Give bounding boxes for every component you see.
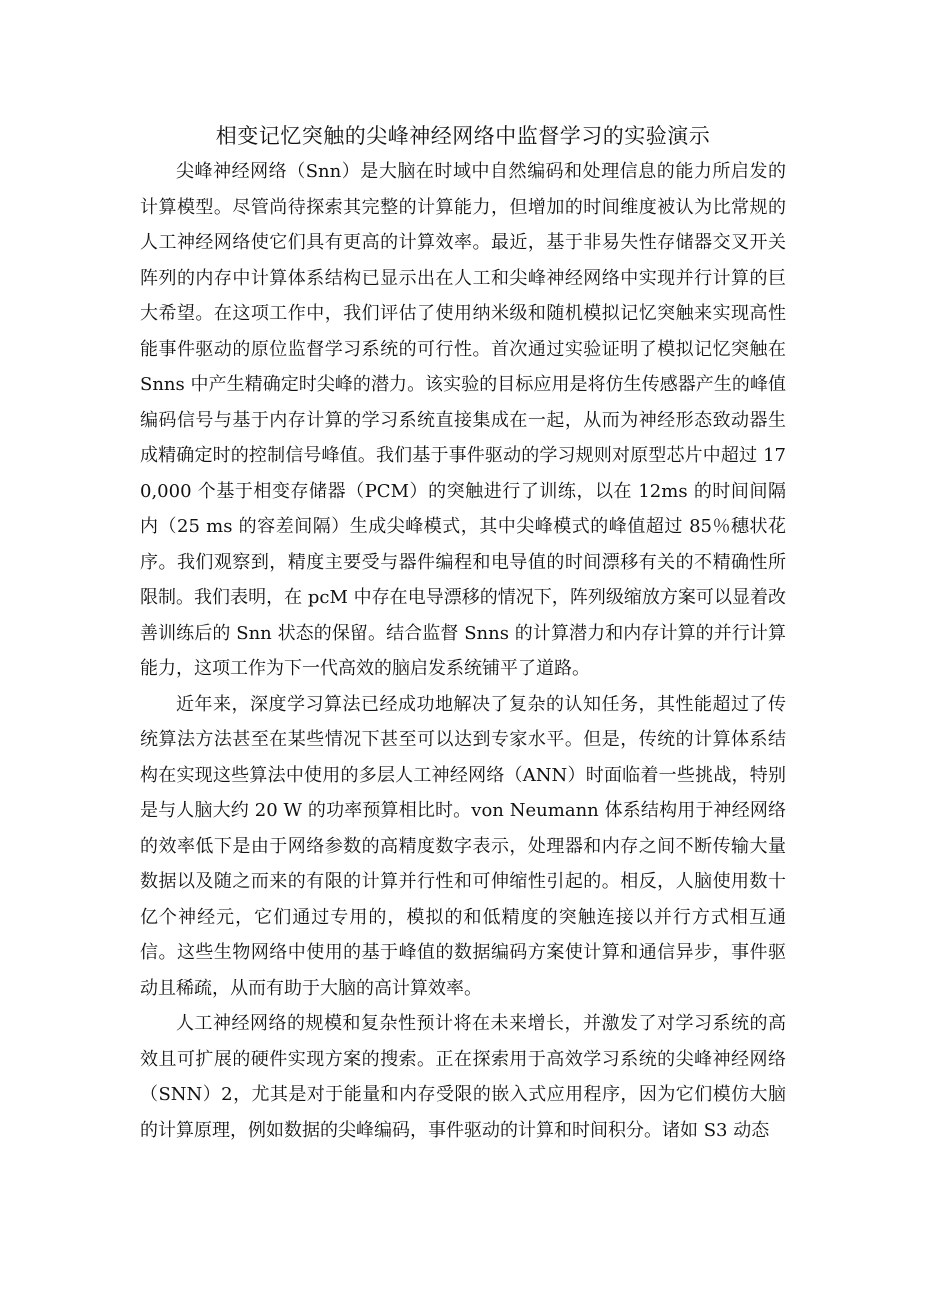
document-title: 相变记忆突触的尖峰神经网络中监督学习的实验演示: [215, 124, 711, 148]
paragraph-abstract: 尖峰神经网络（Snn）是大脑在时域中自然编码和处理信息的能力所启发的计算模型。尽管尚待探索其完整的计算能力，但增加的时间维度被认为比常规的人工神经网络使它们具有更高的计算效率。最近，基于非易失性存储器交叉开关阵列的内存中计算体系结构已显示出在人工和尖峰神经网络中实现并行计算的巨大希望。在这项工作中，我们评估了使用纳米级和随机模拟记忆突触来实现高性能事件驱动的原位监督学习系统的可行性。首次通过实验证明了模拟记忆突触在 Snns 中产生精确定时尖峰的潜力。该实验的目标应用是将仿生传感器产生的峰值编码信号与基于内存计算的学习系统直接集成在一起，从而为神经形态致动器生成精确定时的控制信号峰值。我们基于事件驱动的学习规则对原型芯片中超过 170,000 个基于相变存储器（PCM）的突触进行了训练，以在 12ms 的时间间隔内（25 ms 的容差间隔）生成尖峰模式，其中尖峰模式的峰值超过 85％穗状花序。我们观察到，精度主要受与器件编程和电导值的时间漂移有关的不精确性所限制。我们表明，在 pcM 中存在电导漂移的情况下，阵列级缩放方案可以显着改善训练后的 Snn 状态的保留。结合监督 Snns 的计算潜力和内存计算的并行计算能力，这项工作为下一代高效的脑启发系统铺平了道路。: [140, 161, 786, 679]
paragraph-snn-hardware: 人工神经网络的规模和复杂性预计将在未来增长，并激发了对学习系统的高效且可扩展的硬件实现方案的搜索。正在探索用于高效学习系统的尖峰神经网络（SNN）2，尤其是对于能量和内存受限的嵌入式应用程序，因为它们模仿大脑的计算原理，例如数据的尖峰编码，事件驱动的计算和时间积分。诸如 S3 动态: [140, 1013, 786, 1141]
paragraph-introduction: 近年来，深度学习算法已经成功地解决了复杂的认知任务，其性能超过了传统算法方法甚至在某些情况下甚至可以达到专家水平。但是，传统的计算体系结构在实现这些算法中使用的多层人工神经网络（ANN）时面临着一些挑战，特别是与人脑大约 20 W 的功率预算相比时。von Neumann 体系结构用于神经网络的效率低下是由于网络参数的高精度数字表示，处理器和内存之间不断传输大量数据以及随之而来的有限的计算并行性和可伸缩性引起的。相反，人脑使用数十亿个神经元，它们通过专用的，模拟的和低精度的突触连接以并行方式相互通信。这些生物网络中使用的基于峰值的数据编码方案使计算和通信异步，事件驱动且稀疏，从而有助于大脑的高计算效率。: [140, 693, 786, 999]
document-page: [140, 118, 786, 1148]
